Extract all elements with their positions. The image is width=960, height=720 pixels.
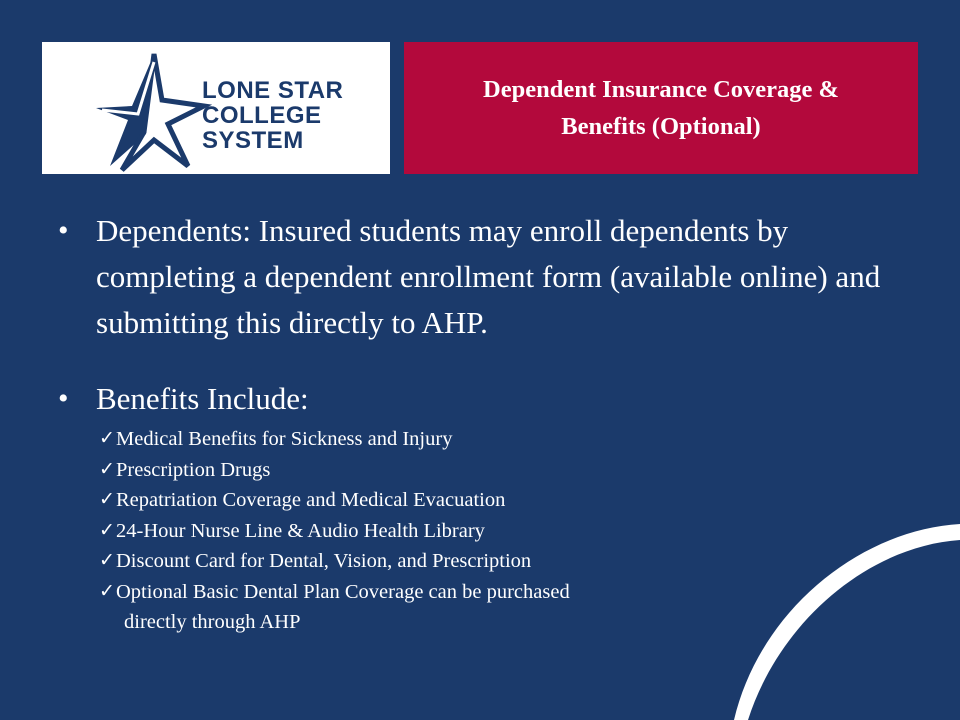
bullet-dot-icon: •	[58, 214, 69, 247]
benefit-text: 24-Hour Nurse Line & Audio Health Library	[116, 519, 485, 542]
bullet-text: Dependents: Insured students may enroll dependents by completing a dependent enrollment form (available online) and submitting this directly to AHP.	[96, 213, 881, 340]
slide-title	[421, 71, 901, 145]
slide-title-line-1: Dependent Insurance Coverage &	[483, 76, 839, 103]
benefit-text: Repatriation Coverage and Medical Evacuation	[116, 489, 506, 511]
logo-line-2: COLLEGE	[202, 102, 322, 129]
check-icon: ✓	[99, 550, 115, 571]
bullet-dependents	[58, 208, 918, 346]
bullet-dot-icon: •	[58, 382, 69, 415]
logo-line-1: LONE STAR	[202, 77, 344, 104]
logo-panel	[42, 42, 390, 174]
list-item	[96, 424, 918, 455]
star-icon	[92, 48, 212, 172]
logo-wordmark	[202, 78, 343, 153]
list-item	[96, 455, 918, 486]
benefit-text: Prescription Drugs	[116, 458, 271, 481]
check-icon: ✓	[99, 428, 115, 449]
check-icon: ✓	[99, 489, 115, 510]
benefit-continuation: directly through AHP	[124, 611, 301, 633]
bullet-text: Benefits Include:	[96, 381, 309, 416]
benefit-text: Discount Card for Dental, Vision, and Prescription	[116, 550, 532, 572]
decorative-swoosh	[700, 500, 960, 720]
slide-title-line-2: Benefits (Optional)	[561, 113, 761, 140]
benefit-text: Medical Benefits for Sickness and Injury	[116, 428, 453, 450]
check-icon: ✓	[99, 580, 115, 602]
check-icon: ✓	[99, 519, 115, 541]
logo-line-3: SYSTEM	[202, 127, 304, 154]
benefit-text: Optional Basic Dental Plan Coverage can be purchased	[116, 580, 570, 603]
title-panel	[404, 42, 918, 174]
check-icon: ✓	[99, 458, 115, 480]
